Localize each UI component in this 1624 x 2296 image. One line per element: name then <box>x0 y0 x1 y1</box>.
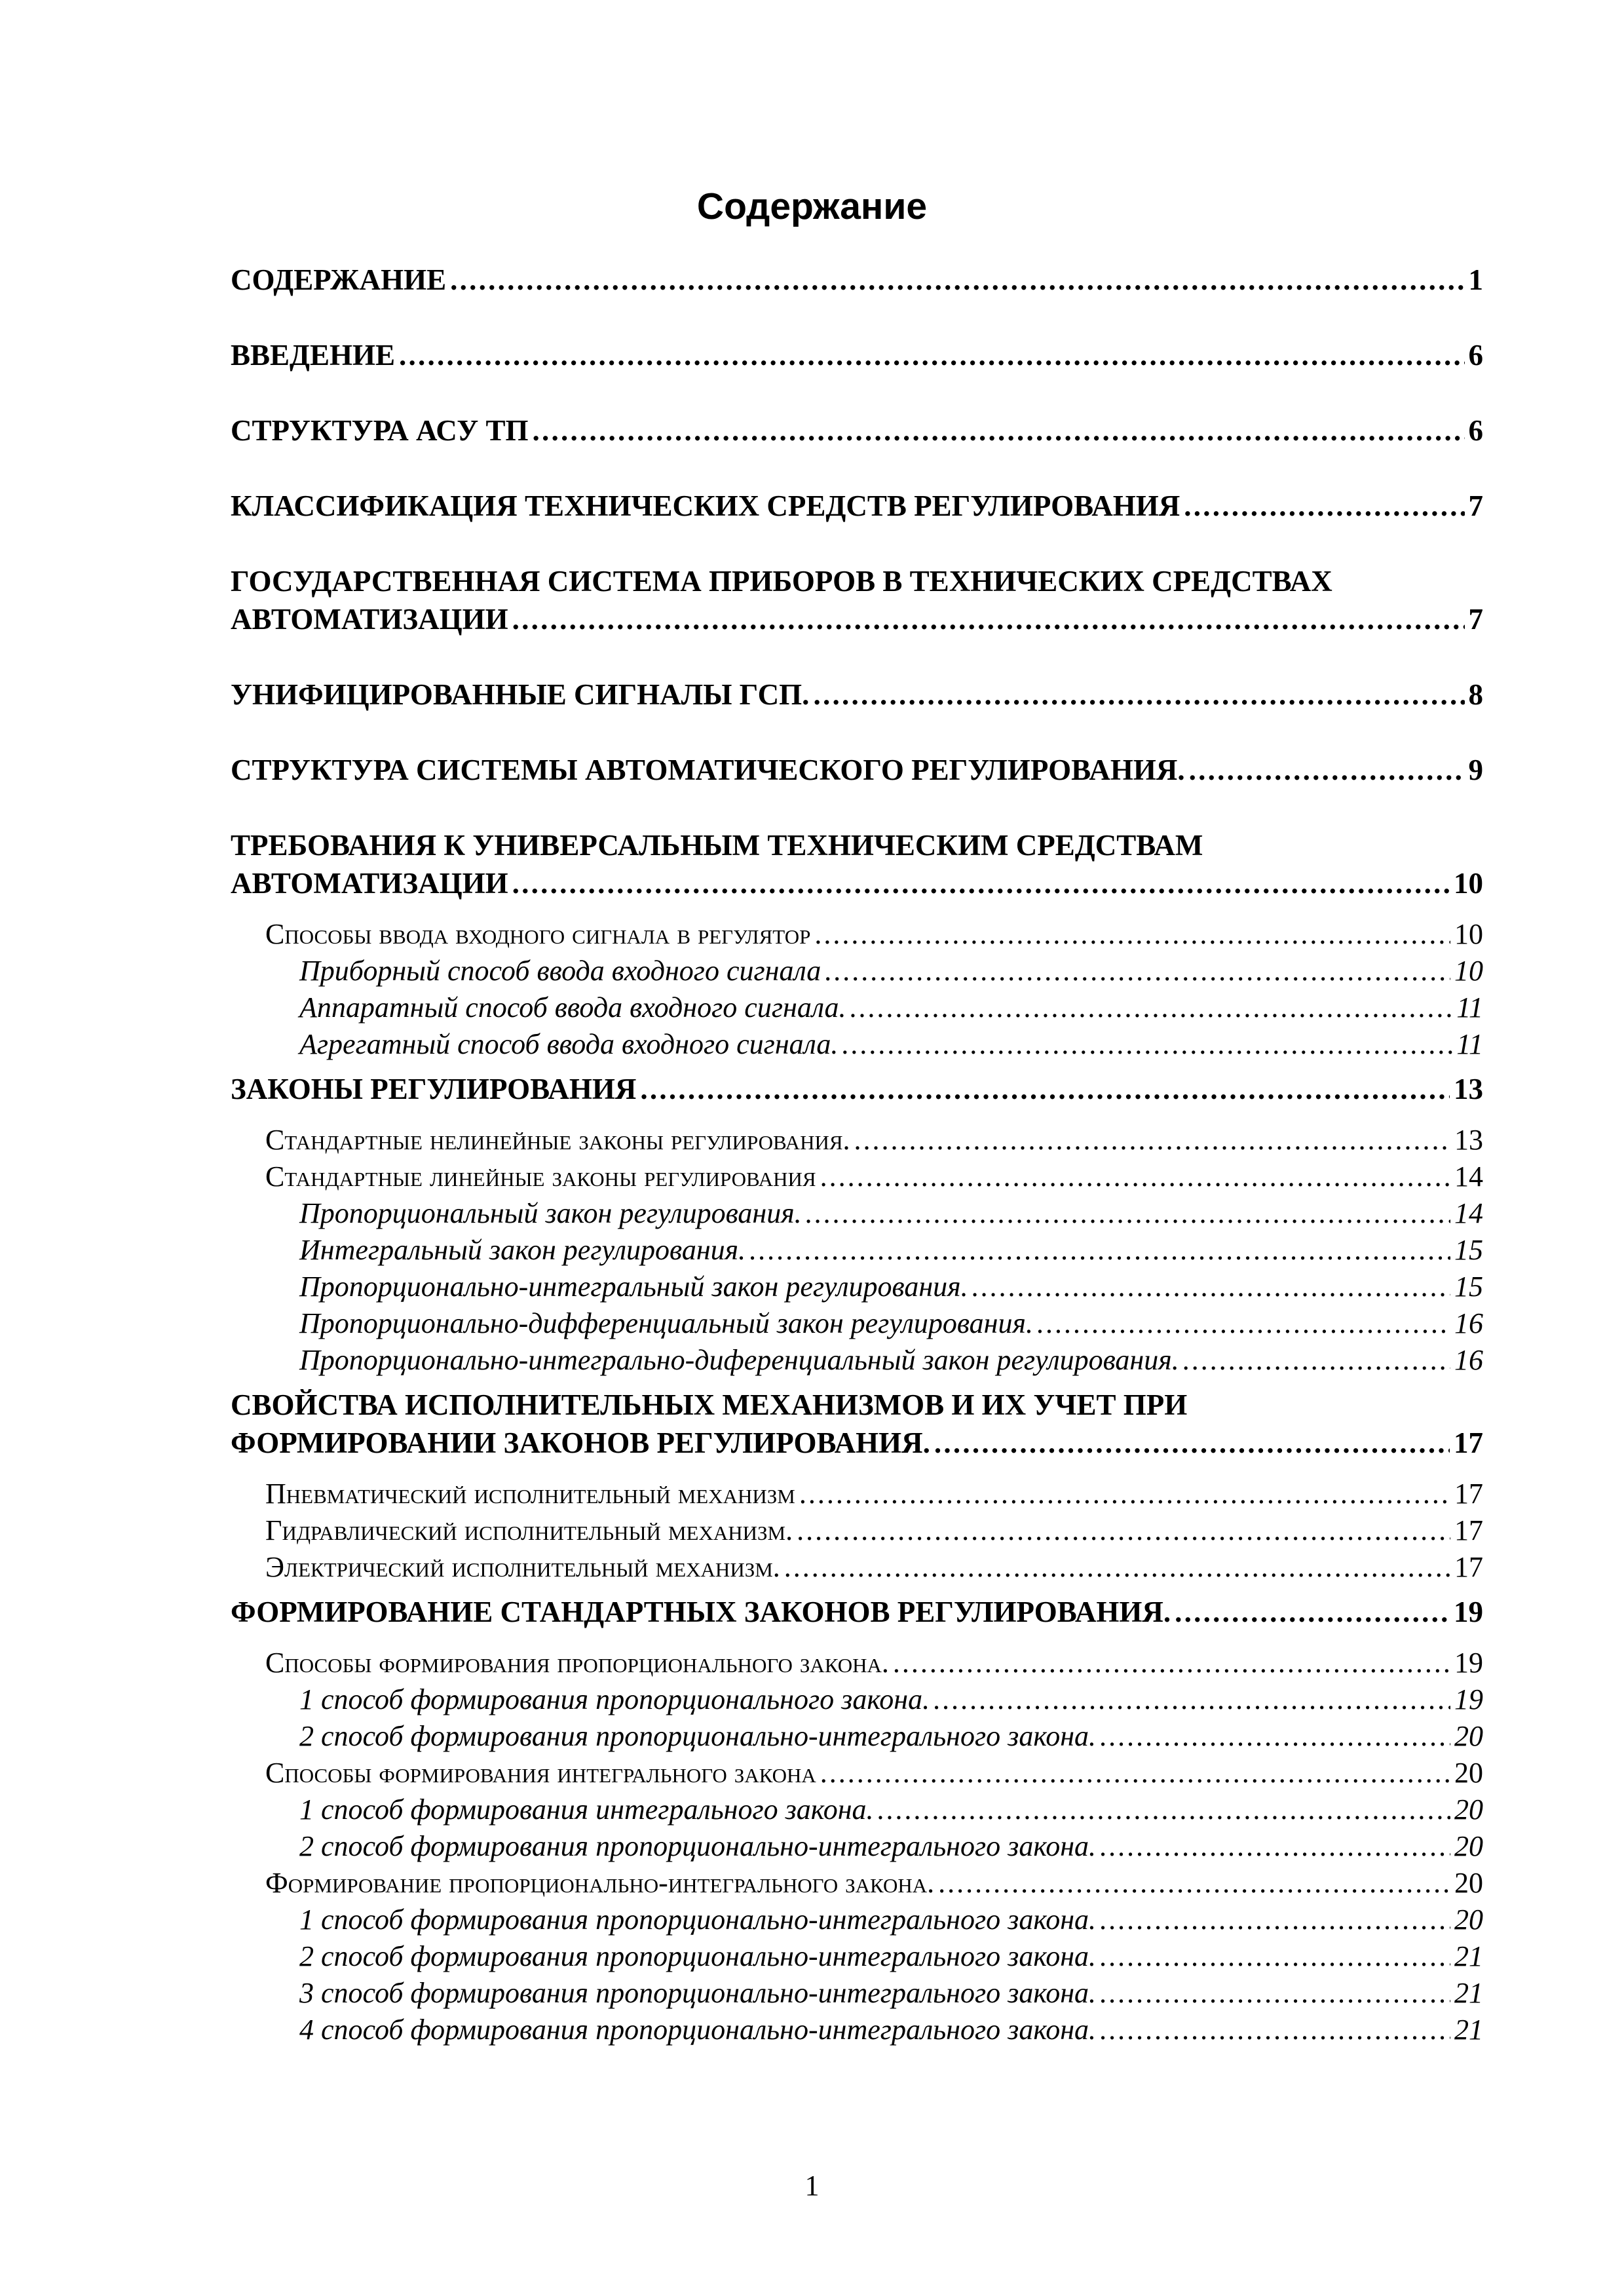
toc-subsubentry[interactable] <box>231 2012 1483 2048</box>
toc-entry-title-line1: СВОЙСТВА ИСПОЛНИТЕЛЬНЫХ МЕХАНИЗМОВ И ИХ УЧЕТ ПРИ <box>231 1388 1188 1421</box>
dot-leader <box>820 1755 1450 1791</box>
toc-subsubentry[interactable] <box>231 1681 1483 1718</box>
toc-entry-multiline[interactable] <box>231 1386 1483 1462</box>
toc-entry-title: Приборный способ ввода входного сигнала <box>299 955 821 987</box>
dot-leader <box>972 1269 1450 1305</box>
toc-entry-page: 19 <box>1454 1596 1483 1628</box>
dot-leader <box>820 1158 1450 1195</box>
toc-entry-title: ЗАКОНЫ РЕГУЛИРОВАНИЯ <box>231 1073 637 1105</box>
dot-leader <box>533 411 1465 450</box>
toc-subsubentry[interactable] <box>231 1305 1483 1342</box>
toc-entry-title: Способы ввода входного сигнала в регулятор <box>265 918 811 950</box>
dot-leader <box>934 1681 1450 1718</box>
toc-subsubentry[interactable] <box>231 1026 1483 1063</box>
toc-subsubentry[interactable] <box>231 1902 1483 1938</box>
toc-entry-title: ФОРМИРОВАНИЕ СТАНДАРТНЫХ ЗАКОНОВ РЕГУЛИРОВАНИЯ. <box>231 1596 1171 1628</box>
toc-entry-page: 7 <box>1468 489 1483 522</box>
toc-entry-page: 20 <box>1454 1830 1483 1862</box>
toc-entry-title-line1: ГОСУДАРСТВЕННАЯ СИСТЕМА ПРИБОРОВ В ТЕХНИЧЕСКИХ СРЕДСТВАХ <box>231 565 1332 598</box>
toc-entry-page: 21 <box>1454 2014 1483 2046</box>
toc-entry[interactable] <box>231 336 1483 374</box>
toc-entry-page: 11 <box>1456 991 1483 1024</box>
toc-entry-page: 20 <box>1454 1793 1483 1826</box>
toc-subentry[interactable] <box>231 1158 1483 1195</box>
toc-subentry[interactable] <box>231 1476 1483 1512</box>
toc-entry-title: ВВЕДЕНИЕ <box>231 339 396 372</box>
toc-entry-page: 14 <box>1454 1197 1483 1229</box>
toc-entry-page: 16 <box>1454 1344 1483 1376</box>
dot-leader <box>934 1424 1450 1462</box>
toc-subsubentry[interactable] <box>231 1791 1483 1828</box>
toc-entry-title: Пропорционально-дифференциальный закон регулирования. <box>299 1307 1033 1339</box>
toc-entry-title: АВТОМАТИЗАЦИИ <box>231 867 508 900</box>
toc-entry-title: Пневматический исполнительный механизм <box>265 1478 795 1510</box>
dot-leader <box>1184 487 1464 525</box>
toc-entry-page: 19 <box>1454 1647 1483 1679</box>
dot-leader <box>1037 1305 1450 1342</box>
dot-leader <box>1100 1828 1450 1865</box>
toc-entry-page: 10 <box>1454 867 1483 900</box>
toc-entry[interactable] <box>231 1593 1483 1631</box>
toc-subsubentry[interactable] <box>231 1342 1483 1379</box>
toc-entry-page: 11 <box>1456 1028 1483 1060</box>
toc-entry-page: 10 <box>1454 955 1483 987</box>
toc-subsubentry[interactable] <box>231 1828 1483 1865</box>
dot-leader <box>749 1232 1450 1269</box>
toc-entry-title: 2 способ формирования пропорционально-интегрального закона. <box>299 1940 1097 1972</box>
toc-entry-multiline[interactable] <box>231 826 1483 902</box>
toc-entry-page: 13 <box>1454 1124 1483 1156</box>
dot-leader <box>806 1195 1450 1232</box>
toc-subentry[interactable] <box>231 1122 1483 1158</box>
toc-entry-page: 17 <box>1454 1478 1483 1510</box>
toc-entry-page: 19 <box>1454 1683 1483 1715</box>
dot-leader <box>825 953 1450 989</box>
toc-entry-title: Способы формирования интегрального закона <box>265 1757 816 1789</box>
toc-entry-title: Агрегатный способ ввода входного сигнала. <box>299 1028 839 1060</box>
toc-entry-title: Пропорциональный закон регулирования. <box>299 1197 802 1229</box>
toc-entry-title: 1 способ формирования интегрального закона. <box>299 1793 874 1826</box>
toc-entry-page: 15 <box>1454 1234 1483 1266</box>
toc-entry-multiline[interactable] <box>231 562 1483 638</box>
toc-subsubentry[interactable] <box>231 953 1483 989</box>
dot-leader <box>1183 1342 1450 1379</box>
toc-entry-title: СТРУКТУРА АСУ ТП <box>231 414 529 447</box>
dot-leader <box>512 600 1465 638</box>
toc-entry-page: 17 <box>1454 1551 1483 1583</box>
dot-leader <box>799 1476 1450 1512</box>
toc-entry-title: 4 способ формирования пропорционально-интегрального закона. <box>299 2014 1097 2046</box>
dot-leader <box>784 1549 1450 1586</box>
toc-subentry[interactable] <box>231 916 1483 953</box>
toc-entry-page: 17 <box>1454 1426 1483 1459</box>
toc-entry-title: 2 способ формирования пропорционально-интегрального закона. <box>299 1830 1097 1862</box>
dot-leader <box>813 676 1464 714</box>
toc-subsubentry[interactable] <box>231 1975 1483 2012</box>
dot-leader <box>640 1070 1450 1108</box>
toc-subsubentry[interactable] <box>231 1269 1483 1305</box>
toc-entry-title: Пропорционально-интегральный закон регулирования. <box>299 1271 968 1303</box>
dot-leader <box>842 1026 1452 1063</box>
toc-subentry[interactable] <box>231 1549 1483 1586</box>
toc-subentry[interactable] <box>231 1755 1483 1791</box>
toc-entry-title: Способы формирования пропорционального закона. <box>265 1647 889 1679</box>
toc-entry-title: Пропорционально-интегрально-диференциальный закон регулирования. <box>299 1344 1179 1376</box>
toc-entry-title: УНИФИЦИРОВАННЫЕ СИГНАЛЫ ГСП. <box>231 678 810 711</box>
page-number: 1 <box>804 2170 820 2202</box>
dot-leader <box>1100 2012 1450 2048</box>
toc-entry-title: Электрический исполнительный механизм. <box>265 1551 780 1583</box>
toc-subsubentry[interactable] <box>231 989 1483 1026</box>
dot-leader <box>938 1865 1450 1902</box>
dot-leader <box>814 916 1450 953</box>
dot-leader <box>893 1645 1450 1681</box>
toc-entry-page: 20 <box>1454 1757 1483 1789</box>
toc-entry-title: СТРУКТУРА СИСТЕМЫ АВТОМАТИЧЕСКОГО РЕГУЛИРОВАНИЯ. <box>231 754 1185 786</box>
toc-entry-title: Интегральный закон регулирования. <box>299 1234 746 1266</box>
toc-entry-title: КЛАССИФИКАЦИЯ ТЕХНИЧЕСКИХ СРЕДСТВ РЕГУЛИРОВАНИЯ <box>231 489 1180 522</box>
toc-entry-title: Стандартные нелинейные законы регулирования. <box>265 1124 850 1156</box>
page-title: Содержание <box>696 185 928 227</box>
toc-subsubentry[interactable] <box>231 1232 1483 1269</box>
dot-leader <box>1100 1938 1450 1975</box>
dot-leader <box>1189 751 1465 789</box>
toc-entry-page: 17 <box>1454 1514 1483 1546</box>
toc-entry[interactable] <box>231 487 1483 525</box>
toc-entry-page: 14 <box>1454 1160 1483 1193</box>
toc-entry-title: ФОРМИРОВАНИИ ЗАКОНОВ РЕГУЛИРОВАНИЯ. <box>231 1426 930 1459</box>
toc-entry-title: Аппаратный способ ввода входного сигнала. <box>299 991 846 1024</box>
toc-entry-page: 21 <box>1454 1977 1483 2009</box>
dot-leader <box>1100 1718 1450 1755</box>
dot-leader <box>399 336 1464 374</box>
dot-leader <box>1100 1902 1450 1938</box>
toc-entry-page: 9 <box>1468 754 1483 786</box>
toc-subentry[interactable] <box>231 1512 1483 1549</box>
toc-entry[interactable] <box>231 1070 1483 1108</box>
dot-leader <box>512 864 1450 902</box>
toc-entry-page: 1 <box>1468 263 1483 296</box>
toc-entry[interactable] <box>231 411 1483 450</box>
toc-entry-title: Гидравлический исполнительный механизм. <box>265 1514 793 1546</box>
toc-entry-page: 20 <box>1454 1720 1483 1752</box>
dot-leader <box>854 1122 1450 1158</box>
toc-entry-title: 1 способ формирования пропорционально-интегрального закона. <box>299 1904 1097 1936</box>
toc-entry-title: СОДЕРЖАНИЕ <box>231 263 447 296</box>
toc-entry[interactable] <box>231 751 1483 789</box>
toc-entry-title: АВТОМАТИЗАЦИИ <box>231 603 508 636</box>
toc-entry-title: Формирование пропорционально-интегрального закона. <box>265 1867 935 1899</box>
toc-subentry[interactable] <box>231 1865 1483 1902</box>
toc-entry-page: 16 <box>1454 1307 1483 1339</box>
toc-entry-page: 6 <box>1468 339 1483 372</box>
dot-leader <box>797 1512 1450 1549</box>
table-of-contents <box>231 261 1483 2048</box>
toc-entry[interactable] <box>231 676 1483 714</box>
toc-subentry[interactable] <box>231 1645 1483 1681</box>
toc-entry-title: 2 способ формирования пропорционально-интегрального закона. <box>299 1720 1097 1752</box>
toc-subsubentry[interactable] <box>231 1718 1483 1755</box>
toc-entry-page: 6 <box>1468 414 1483 447</box>
toc-entry-title: 3 способ формирования пропорционально-интегрального закона. <box>299 1977 1097 2009</box>
dot-leader <box>450 261 1464 299</box>
dot-leader <box>1100 1975 1450 2012</box>
toc-entry-title: 1 способ формирования пропорционального закона. <box>299 1683 930 1715</box>
toc-entry-page: 15 <box>1454 1271 1483 1303</box>
toc-entry-page: 20 <box>1454 1867 1483 1899</box>
toc-entry[interactable] <box>231 261 1483 299</box>
toc-entry-page: 13 <box>1454 1073 1483 1105</box>
toc-subsubentry[interactable] <box>231 1195 1483 1232</box>
toc-entry-page: 8 <box>1468 678 1483 711</box>
toc-entry-page: 20 <box>1454 1904 1483 1936</box>
dot-leader <box>1175 1593 1450 1631</box>
toc-entry-page: 7 <box>1468 603 1483 636</box>
toc-entry-page: 21 <box>1454 1940 1483 1972</box>
dot-leader <box>850 989 1453 1026</box>
toc-entry-page: 10 <box>1454 918 1483 950</box>
dot-leader <box>878 1791 1450 1828</box>
toc-subsubentry[interactable] <box>231 1938 1483 1975</box>
toc-entry-title-line1: ТРЕБОВАНИЯ К УНИВЕРСАЛЬНЫМ ТЕХНИЧЕСКИМ СРЕДСТВАМ <box>231 829 1203 862</box>
toc-entry-title: Стандартные линейные законы регулирования <box>265 1160 816 1193</box>
